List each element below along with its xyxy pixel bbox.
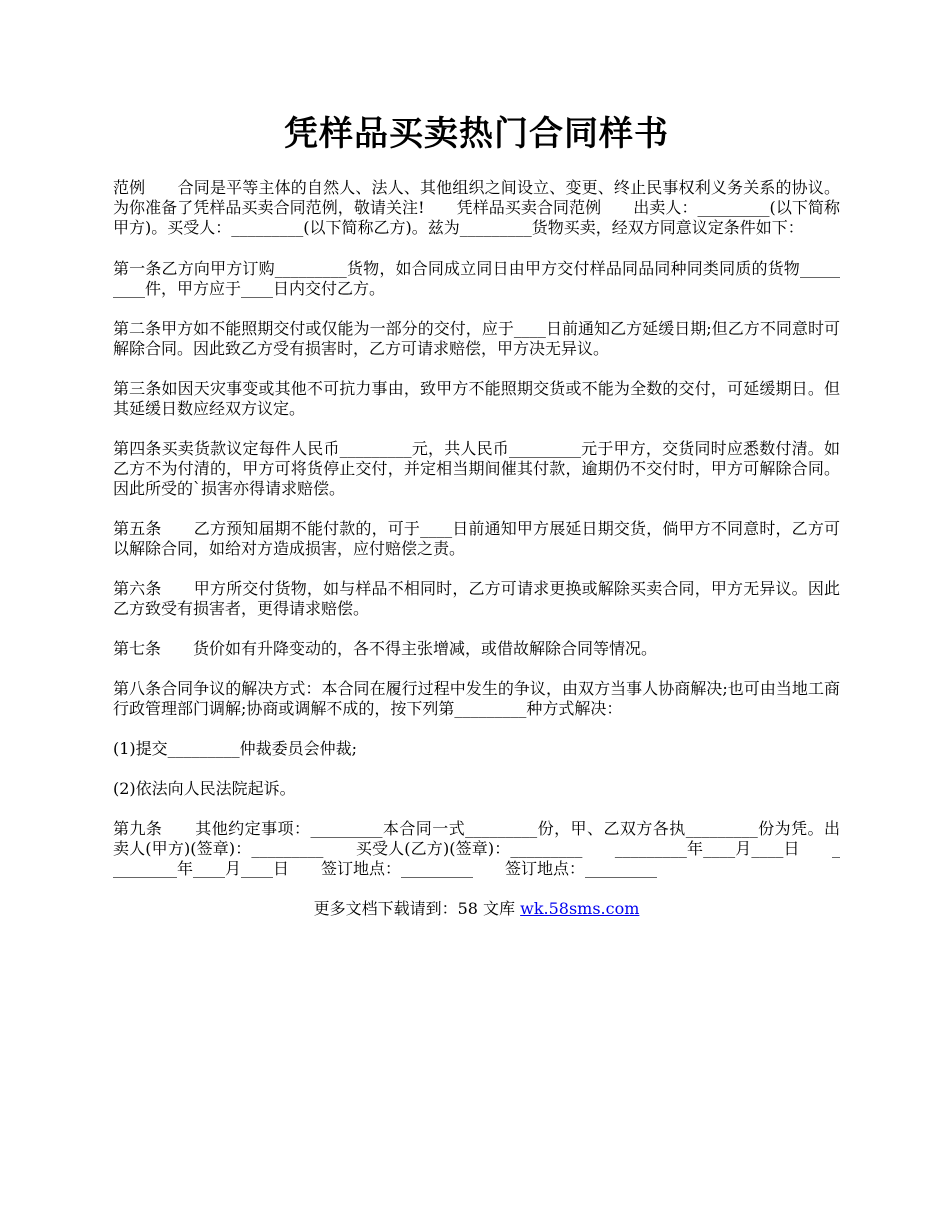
document-title: 凭样品买卖热门合同样书: [284, 114, 669, 154]
document-page: [113, 100, 840, 919]
footer-link[interactable]: wk.58sms.com: [520, 899, 640, 918]
footer-text: 更多文档下载请到：58 文库: [313, 899, 521, 918]
article-1: 第一条乙方向甲方订购_________货物，如合同成立同日由甲方交付样品同品同种同类同质的货物_________件，甲方应于____日内交付乙方。: [113, 259, 840, 298]
article-4: 第四条买卖货款议定每件人民币_________元，共人民币_________元于甲方，交货同时应悉数付清。如乙方不为付清的，甲方可将货停止交付，并定相当期间催其付款，逾期仍不交付时，甲方可解除合同。因此所受的`损害亦得请求赔偿。: [113, 439, 840, 498]
footer: [113, 899, 840, 919]
article-8: 第八条合同争议的解决方式：本合同在履行过程中发生的争议，由双方当事人协商解决;也可由当地工商行政管理部门调解;协商或调解不成的，按下列第_________种方式解决：: [113, 679, 840, 718]
article-2: 第二条甲方如不能照期交付或仅能为一部分的交付，应于____日前通知乙方延缓日期;但乙方不同意时可解除合同。因此致乙方受有损害时，乙方可请求赔偿，甲方决无异议。: [113, 319, 840, 358]
article-5: 第五条 乙方预知届期不能付款的，可于____日前通知甲方展延日期交货，倘甲方不同意时，乙方可以解除合同，如给对方造成损害，应付赔偿之责。: [113, 519, 840, 558]
article-3: 第三条如因天灾事变或其他不可抗力事由，致甲方不能照期交货或不能为全数的交付，可延缓期日。但其延缓日数应经双方议定。: [113, 379, 840, 418]
article-7: 第七条 货价如有升降变动的，各不得主张增减，或借故解除合同等情况。: [113, 639, 658, 658]
article-6: 第六条 甲方所交付货物，如与样品不相同时，乙方可请求更换或解除买卖合同，甲方无异议。因此乙方致受有损害者，更得请求赔偿。: [113, 579, 840, 618]
dispute-option-2: (2)依法向人民法院起诉。: [113, 779, 296, 798]
dispute-option-1: (1)提交_________仲裁委员会仲裁;: [113, 739, 358, 758]
intro-paragraph: 范例 合同是平等主体的自然人、法人、其他组织之间设立、变更、终止民事权利义务关系的协议。为你准备了凭样品买卖合同范例，敬请关注! 凭样品买卖合同范例 出卖人：_________(以下简称甲方)。买受人：_________(以下简称乙方)。兹为_________货物买卖，经双方同意议定条件如下：: [113, 178, 840, 237]
article-9: 第九条 其他约定事项：_________本合同一式_________份，甲、乙双方各执_________份为凭。出卖人(甲方)(签章)：_________ 买受人(乙方)(签章)：_________ _________年____月____日 _________年____月____日 签订地点：_________ 签订地点：_________: [113, 819, 840, 878]
